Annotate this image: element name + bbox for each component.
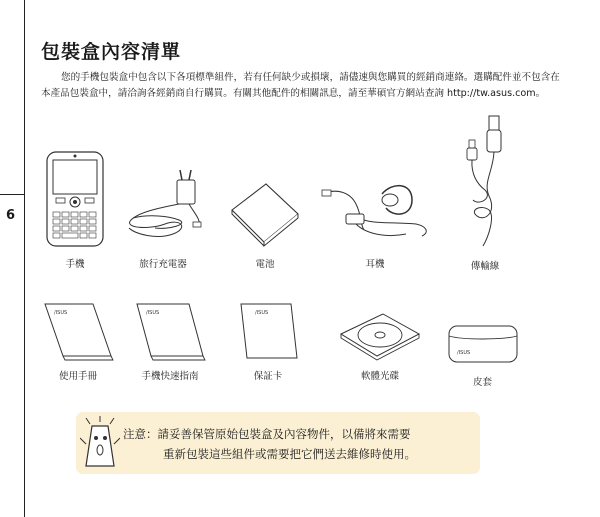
item-manual [38, 300, 118, 382]
manual-icon [41, 300, 115, 362]
warning-mascot-icon [80, 416, 120, 476]
item-label: 耳機 [365, 259, 385, 270]
item-pouch [440, 320, 525, 388]
battery-icon [228, 180, 302, 250]
item-label: 手機快速指南 [141, 371, 199, 382]
brand-logo: /ISUS [146, 310, 160, 316]
section-title: 包裝盒內容清單 [41, 41, 182, 63]
warranty-card-icon [233, 300, 303, 362]
item-label: 使用手冊 [58, 371, 97, 382]
item-label: 軟體光碟 [360, 371, 399, 382]
brand-logo: /ISUS [456, 350, 470, 356]
item-usb-cable [450, 112, 520, 272]
margin-tick [0, 194, 24, 195]
item-label: 皮套 [472, 377, 492, 388]
item-earphone [315, 174, 435, 270]
item-charger [118, 168, 208, 270]
item-quick-guide [130, 300, 210, 382]
item-cd [335, 310, 425, 382]
earphone-icon [316, 174, 434, 250]
item-battery [225, 180, 305, 270]
item-warranty-card [228, 300, 308, 382]
note-line-2: 重新包裝這些組件或需要把它們送去維修時使用。 [163, 447, 416, 461]
intro-text: 您的手機包裝盒中包含以下各項標準組件，若有任何缺少或損壞，請儘速與您購買的經銷商連絡。選購配件並不包含在本產品包裝盒中，請洽詢各經銷商自行購買。有關其他配件的相關訊息，請至華碩官方網站查詢 http://tw.asus.com。 [41, 72, 560, 99]
usb-cable-icon [455, 112, 515, 252]
item-label: 保証卡 [253, 371, 283, 382]
margin-rule [24, 0, 25, 517]
pouch-icon [443, 320, 523, 368]
intro-paragraph [41, 70, 561, 102]
note-line-1: 注意：請妥善保管原始包裝盒及內容物件，以備將來需要 [123, 427, 411, 441]
brand-logo: /ISUS [255, 310, 269, 316]
phone-icon [44, 150, 106, 250]
charger-icon [119, 168, 207, 250]
note-text [123, 424, 416, 464]
item-label: 電池 [255, 259, 275, 270]
cd-icon [337, 310, 423, 362]
item-label: 傳輸線 [470, 261, 500, 272]
brand-logo: /ISUS [54, 310, 68, 316]
page-number: 6 [6, 208, 16, 223]
item-label: 旅行充電器 [139, 259, 187, 270]
note-box [76, 412, 480, 474]
quick-guide-icon [133, 300, 207, 362]
item-phone [40, 150, 110, 270]
item-label: 手機 [65, 259, 85, 270]
